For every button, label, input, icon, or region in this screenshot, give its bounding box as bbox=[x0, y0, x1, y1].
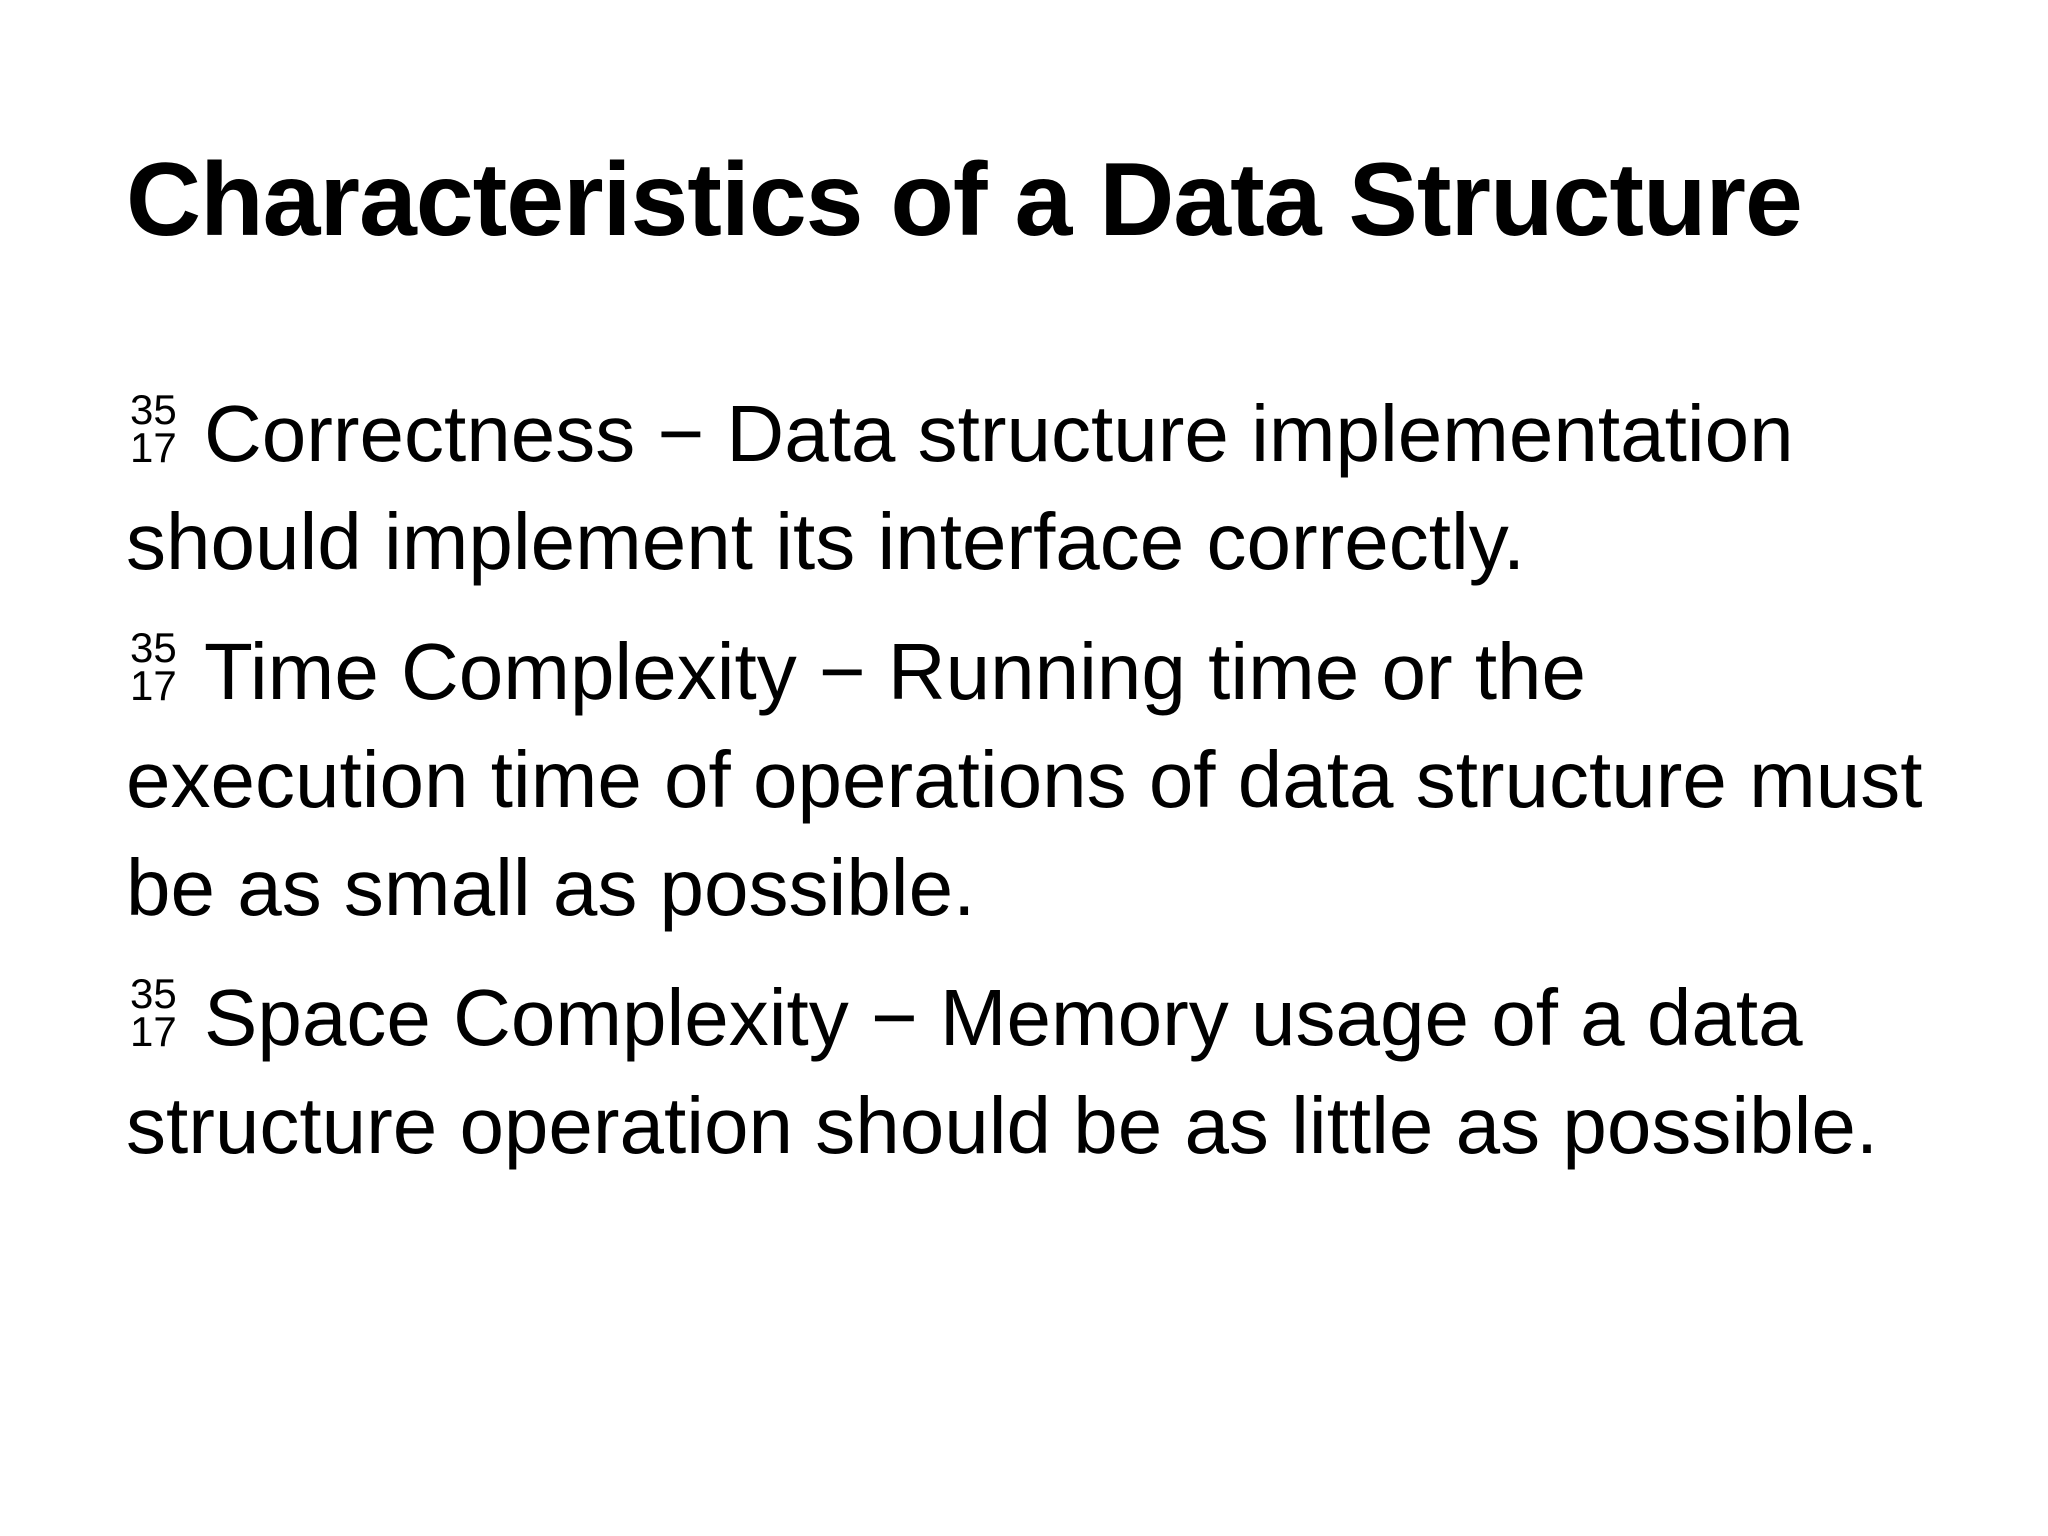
bullet-item-time-complexity bbox=[126, 618, 1926, 942]
bullet-marker-bottom: 17 bbox=[130, 1008, 177, 1055]
bullet-marker-top: 35 bbox=[130, 970, 177, 1017]
bullet-list bbox=[126, 380, 1926, 1202]
bullet-item-correctness bbox=[126, 380, 1926, 596]
bullet-marker-top: 35 bbox=[130, 624, 177, 671]
bullet-marker-glyph bbox=[126, 624, 186, 711]
bullet-marker-glyph bbox=[126, 970, 186, 1057]
bullet-marker-top: 35 bbox=[130, 386, 177, 433]
bullet-text: Space Complexity − Memory usage of a data structure operation should be as little as possible. bbox=[126, 973, 1879, 1170]
slide-title: Characteristics of a Data Structure bbox=[126, 142, 1802, 258]
bullet-marker-bottom: 17 bbox=[130, 662, 177, 709]
bullet-item-space-complexity bbox=[126, 964, 1926, 1180]
bullet-marker-bottom: 17 bbox=[130, 424, 177, 471]
bullet-text: Correctness − Data structure implementation should implement its interface correctly. bbox=[126, 389, 1794, 586]
bullet-text: Time Complexity − Running time or the execution time of operations of data structure must be as small as possible. bbox=[126, 627, 1923, 932]
bullet-marker-glyph bbox=[126, 386, 186, 473]
